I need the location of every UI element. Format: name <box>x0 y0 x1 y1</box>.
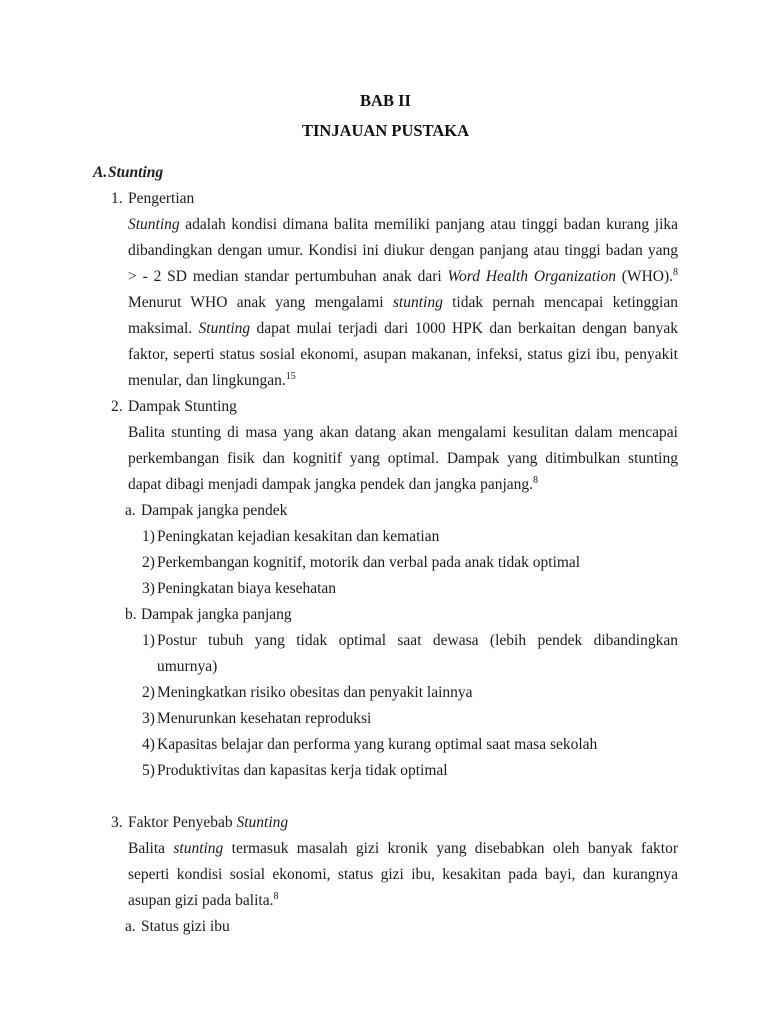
text-segment: Dampak jangka pendek <box>141 502 288 519</box>
text-segment: Stunting <box>128 216 180 233</box>
text-segment: adalah kondisi dimana balita memiliki panjang atau tinggi badan kurang jika <box>179 216 678 233</box>
text-segment: Pengertian <box>128 190 195 207</box>
list-marker: 1. <box>111 190 123 207</box>
text-segment: Status gizi ibu <box>141 918 230 935</box>
document-body <box>93 160 678 940</box>
footnote-reference: 8 <box>273 890 279 902</box>
text-segment: Balita <box>128 840 174 857</box>
list-item <box>93 758 678 784</box>
list-marker: a. <box>125 918 136 935</box>
paragraph-line <box>93 862 678 888</box>
list-marker: 4) <box>142 736 155 753</box>
list-marker: 5) <box>142 762 155 779</box>
text-segment: umurnya) <box>157 658 218 675</box>
item-a-jangka-pendek <box>93 498 678 524</box>
text-segment: perkembangan fisik dan kognitif yang optimal. Dampak yang ditimbulkan stunting <box>128 450 678 467</box>
text-segment: asupan gizi pada balita. <box>128 892 274 909</box>
list-marker: 3) <box>142 710 155 727</box>
text-segment: Stunting <box>236 814 289 831</box>
paragraph-line <box>93 212 678 238</box>
list-item <box>93 732 678 758</box>
paragraph-line <box>93 836 678 862</box>
list-item-continuation <box>93 654 678 680</box>
paragraph-line <box>93 342 678 368</box>
footnote-reference: 8 <box>533 474 539 486</box>
text-segment: stunting <box>173 840 224 857</box>
paragraph-line <box>93 888 678 914</box>
chapter-title-line1: BAB II <box>360 91 411 110</box>
text-segment: menular, dan lingkungan. <box>128 372 286 389</box>
list-marker: 3. <box>111 814 123 831</box>
list-marker: b. <box>125 606 137 623</box>
list-marker: 2) <box>142 554 155 571</box>
text-segment: Peningkatan biaya kesehatan <box>157 580 337 597</box>
paragraph-line <box>93 446 678 472</box>
text-segment: dibandingkan dengan umur. Kondisi ini diukur dengan panjang atau tinggi badan yang <box>128 242 678 259</box>
item-b-jangka-panjang <box>93 602 678 628</box>
text-segment: Perkembangan kognitif, motorik dan verbal pada anak tidak optimal <box>157 554 581 571</box>
list-marker: a. <box>125 502 136 519</box>
list-marker: 1) <box>142 528 155 545</box>
text-segment: tidak pernah mencapai ketinggian <box>442 294 678 311</box>
list-item <box>93 628 678 654</box>
text-segment: Word Health Organization <box>447 268 616 285</box>
list-item <box>93 524 678 550</box>
text-segment: Dampak Stunting <box>128 398 237 415</box>
paragraph-line <box>93 264 678 290</box>
item-3-faktor <box>93 810 678 836</box>
text-segment: Faktor Penyebab <box>128 814 237 831</box>
text-segment: Stunting <box>108 164 164 181</box>
text-segment: Peningkatan kejadian kesakitan dan kematian <box>157 528 440 545</box>
footnote-reference: 15 <box>285 370 296 382</box>
text-segment: Menurunkan kesehatan reproduksi <box>157 710 372 727</box>
item-2-dampak <box>93 394 678 420</box>
footnote-reference: 8 <box>673 266 679 278</box>
text-segment: > - 2 SD median standar pertumbuhan anak dari <box>128 268 448 285</box>
paragraph-line <box>93 368 678 394</box>
list-item <box>93 550 678 576</box>
list-marker: A. <box>93 164 108 181</box>
list-item <box>93 706 678 732</box>
text-segment: termasuk masalah gizi kronik yang disebabkan oleh banyak faktor <box>223 840 678 857</box>
paragraph-line <box>93 316 678 342</box>
list-item <box>93 576 678 602</box>
list-marker: 3) <box>142 580 155 597</box>
text-segment: Produktivitas dan kapasitas kerja tidak optimal <box>157 762 448 779</box>
section-a-heading <box>93 160 678 186</box>
paragraph-line <box>93 420 678 446</box>
text-segment: stunting <box>392 294 443 311</box>
text-segment: faktor, seperti status sosial ekonomi, asupan makanan, infeksi, status gizi ibu, penyakit <box>128 346 678 363</box>
text-segment: (WHO). <box>615 268 674 285</box>
text-segment: Dampak jangka panjang <box>141 606 292 623</box>
text-segment: seperti kondisi sosial ekonomi, status gizi ibu, kesakitan pada bayi, dan kurangnya <box>128 866 678 883</box>
paragraph-line <box>93 290 678 316</box>
text-segment: Balita stunting di masa yang akan datang akan mengalami kesulitan dalam mencapai <box>128 424 678 441</box>
text-segment: dapat dibagi menjadi dampak jangka pendek dan jangka panjang. <box>128 476 534 493</box>
text-segment: Stunting <box>198 320 251 337</box>
text-segment: Meningkatkan risiko obesitas dan penyakit lainnya <box>157 684 473 701</box>
text-segment: Kapasitas belajar dan performa yang kurang optimal saat masa sekolah <box>157 736 598 753</box>
item-a-status-gizi-ibu <box>93 914 678 940</box>
blank-line <box>93 784 678 810</box>
text-segment: maksimal. <box>128 320 199 337</box>
list-marker: 2) <box>142 684 155 701</box>
chapter-title <box>93 86 678 146</box>
text-segment: Postur tubuh yang tidak optimal saat dewasa (lebih pendek dibandingkan <box>157 632 678 649</box>
list-marker: 2. <box>111 398 123 415</box>
item-1-pengertian <box>93 186 678 212</box>
chapter-title-line2: TINJAUAN PUSTAKA <box>302 121 469 140</box>
paragraph-line <box>93 472 678 498</box>
list-marker: 1) <box>142 632 155 649</box>
paragraph-line <box>93 238 678 264</box>
text-segment: Menurut WHO anak yang mengalami <box>128 294 393 311</box>
text-segment: dapat mulai terjadi dari 1000 HPK dan berkaitan dengan banyak <box>250 320 678 337</box>
list-item <box>93 680 678 706</box>
